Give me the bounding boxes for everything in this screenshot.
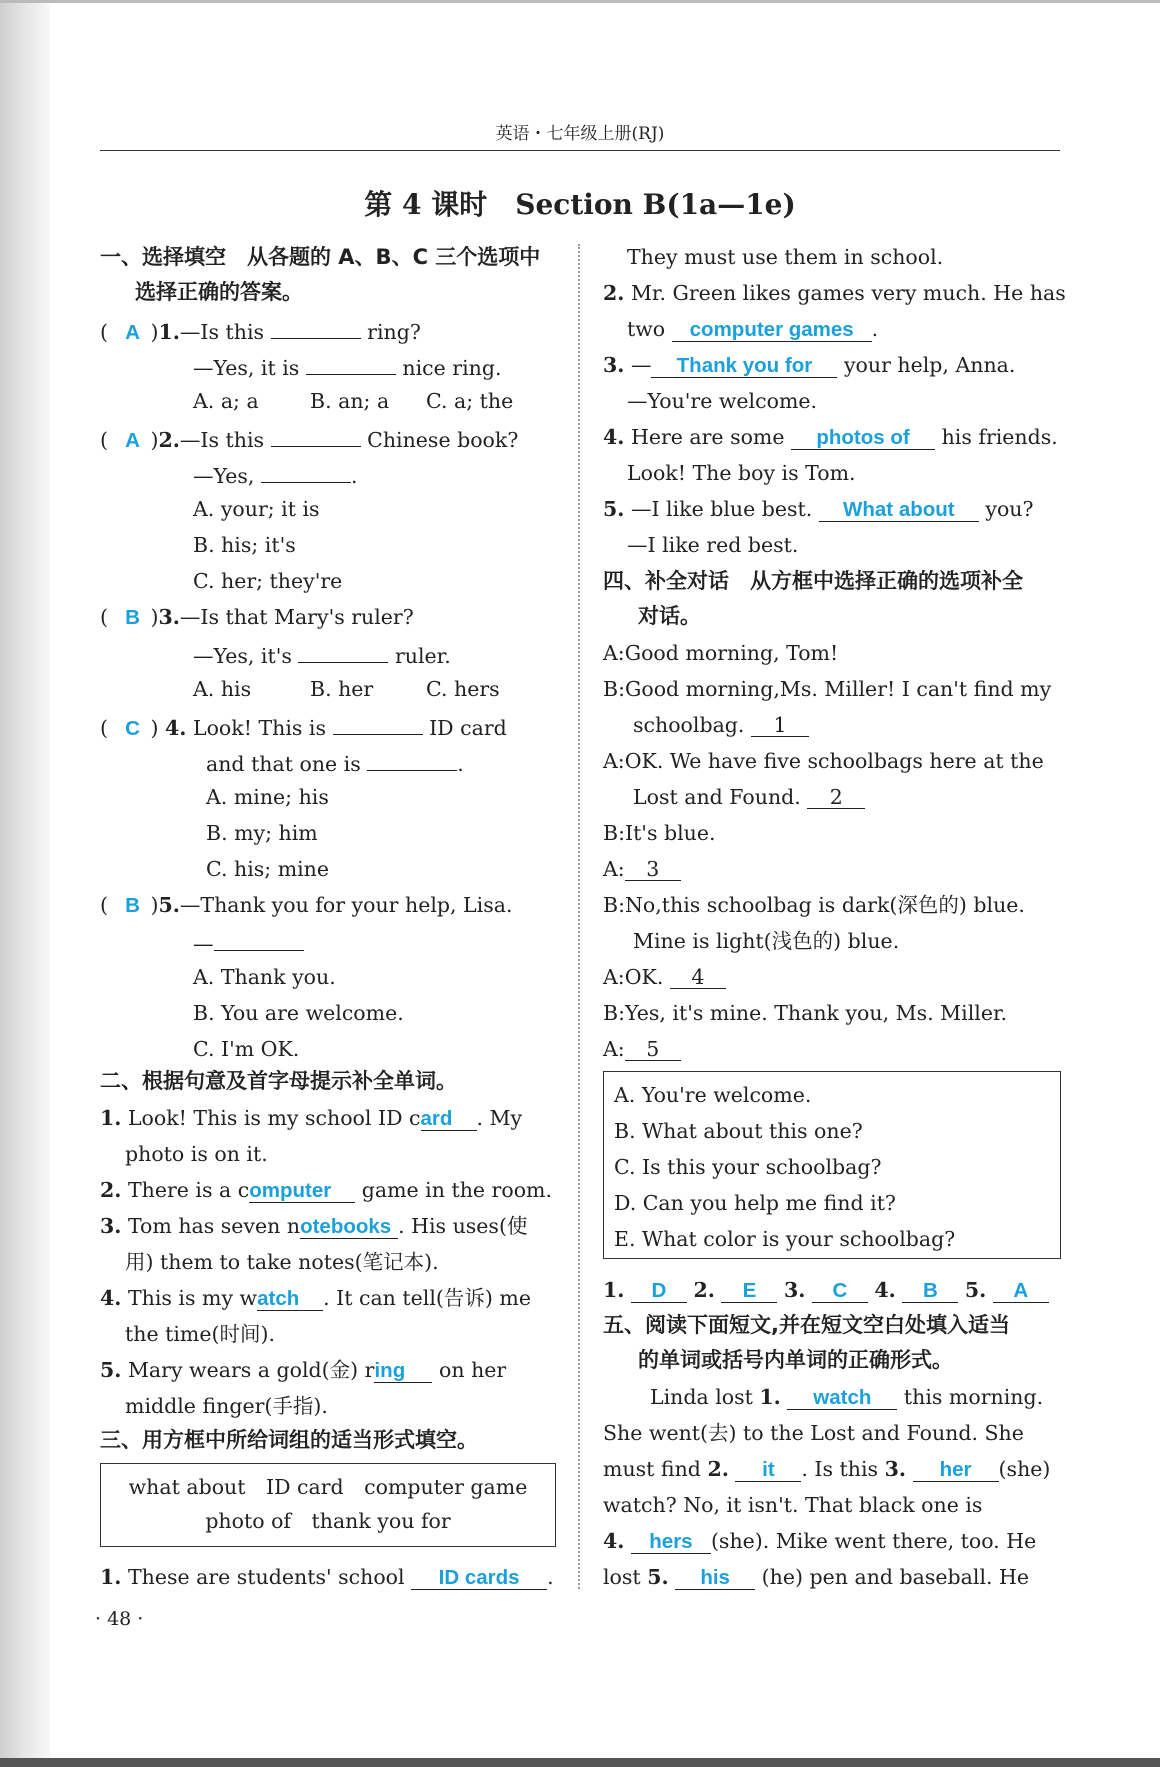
phrase-item-4: 4. Here are some photos of his friends.	[603, 425, 1058, 449]
section4-heading-cont: 对话。	[638, 604, 701, 628]
phrase-answer-3: Thank you for	[651, 355, 837, 378]
word-item-2: 2. There is a computer game in the room.	[100, 1178, 552, 1202]
mc-question-5-option-a: A. Thank you.	[193, 965, 336, 989]
dialog-line: Mine is light(浅色的) blue.	[633, 929, 900, 953]
blank	[367, 748, 457, 771]
dialog-answer-3: C	[812, 1280, 868, 1303]
passage-line-6: lost 5. his (he) pen and baseball. He	[603, 1565, 1030, 1589]
mc-question-4-cont: and that one is .	[206, 748, 464, 777]
option-a: A. You're welcome.	[614, 1083, 812, 1107]
passage-line-2: She went(去) to the Lost and Found. She	[603, 1421, 1024, 1445]
phrase-item-3: 3. — Thank you for your help, Anna.	[603, 353, 1016, 377]
mc-question-5-reply: —	[193, 928, 304, 957]
phrase-box-line-1: what about ID card computer game	[128, 1475, 528, 1499]
phrase-item-2-cont: two computer games .	[627, 317, 879, 341]
mc-question-5-option-b: B. You are welcome.	[193, 1001, 404, 1025]
column-divider	[578, 244, 580, 1589]
word-answer-1: ard	[421, 1108, 477, 1131]
phrase-item-5: 5. —I like blue best. What about you?	[603, 497, 1034, 521]
word-item-5-cont: middle finger(手指).	[125, 1394, 328, 1418]
mc-question-4-option-a: A. mine; his	[206, 785, 329, 809]
blank	[306, 352, 396, 375]
mc-question-5-option-c: C. I'm OK.	[193, 1037, 300, 1061]
section3-heading: 三、用方框中所给词组的适当形式填空。	[100, 1428, 478, 1452]
phrase-item-5-cont: —I like red best.	[627, 533, 799, 557]
mc-question-5: ( B )5.—Thank you for your help, Lisa.	[100, 893, 513, 917]
mc-question-2-option-c: C. her; they're	[193, 569, 343, 593]
page-edge-shadow	[0, 0, 50, 1767]
passage-line-4: watch? No, it isn't. That black one is	[603, 1493, 983, 1517]
phrase-box-line-2: photo of thank you for	[205, 1509, 451, 1533]
word-item-3-cont: 用) them to take notes(笔记本).	[125, 1250, 439, 1274]
section1-heading-cont: 选择正确的答案。	[135, 280, 303, 304]
blank	[214, 928, 304, 951]
dialog-line: Lost and Found. 2	[633, 784, 865, 810]
dialog-blank-1: 1	[751, 714, 809, 737]
phrase-item-2: 2. Mr. Green likes games very much. He has	[603, 281, 1066, 305]
mc-question-1-reply: —Yes, it is nice ring.	[193, 352, 501, 381]
word-item-4-cont: the time(时间).	[125, 1322, 275, 1346]
mc-answer-2: A	[125, 429, 140, 452]
header-rule	[100, 150, 1060, 151]
page-number: · 48 ·	[95, 1608, 144, 1630]
dialog-answer-4: B	[902, 1280, 958, 1303]
mc-question-4-option-c: C. his; mine	[206, 857, 330, 881]
phrase-item-4-cont: Look! The boy is Tom.	[627, 461, 856, 485]
passage-answer-2: it	[735, 1459, 801, 1482]
dialog-blank-2: 2	[807, 786, 865, 809]
phrase-item-1-cont: They must use them in school.	[627, 245, 944, 269]
blank	[261, 460, 351, 483]
passage-line-1: Linda lost 1. watch this morning.	[650, 1385, 1044, 1409]
phrase-answer-1: ID cards	[411, 1567, 547, 1590]
section5-heading-cont: 的单词或括号内单词的正确形式。	[638, 1348, 953, 1372]
passage-line-5: 4. hers (she). Mike went there, too. He	[603, 1529, 1037, 1553]
blank	[298, 640, 388, 663]
phrase-item-1: 1. These are students' school ID cards .	[100, 1565, 554, 1589]
word-answer-4: atch	[257, 1288, 323, 1311]
bottom-border	[0, 1758, 1160, 1767]
blank	[271, 316, 361, 339]
option-c: C. Is this your schoolbag?	[614, 1155, 882, 1179]
running-header: 英语・七年级上册(RJ)	[495, 124, 665, 144]
word-item-1-cont: photo is on it.	[125, 1142, 268, 1166]
option-b: B. What about this one?	[614, 1119, 863, 1143]
dialog-answers: 1. D 2. E 3. C 4. B 5. A	[603, 1277, 1049, 1303]
section5-heading: 五、阅读下面短文,并在短文空白处填入适当	[603, 1313, 1010, 1337]
dialog-line: A:OK. We have five schoolbags here at the	[603, 749, 1044, 773]
dialog-line: schoolbag. 1	[633, 712, 809, 738]
dialog-line: B:It's blue.	[603, 821, 716, 845]
passage-line-3: must find 2. it . Is this 3. her (she)	[603, 1457, 1051, 1481]
mc-question-2-option-a: A. your; it is	[193, 497, 320, 521]
mc-question-3: ( B )3.—Is that Mary's ruler?	[100, 605, 414, 629]
dialog-line: A:OK. 4	[603, 964, 726, 990]
dialog-line: B:Yes, it's mine. Thank you, Ms. Miller.	[603, 1001, 1008, 1025]
phrase-answer-5: What about	[819, 499, 979, 522]
dialog-answer-2: E	[721, 1280, 777, 1303]
section4-heading: 四、补全对话 从方框中选择正确的选项补全	[603, 569, 1023, 593]
dialog-blank-4: 4	[670, 966, 726, 989]
mc-question-2: ( A )2.—Is this Chinese book?	[100, 424, 518, 454]
mc-question-4: ( C ) 4. Look! This is ID card	[100, 712, 507, 742]
dialog-blank-3: 3	[625, 858, 681, 881]
mc-question-3-reply: —Yes, it's ruler.	[193, 640, 451, 669]
word-item-4: 4. This is my watch . It can tell(告诉) me	[100, 1286, 531, 1310]
word-answer-3: otebooks	[300, 1216, 398, 1239]
word-item-1: 1. Look! This is my school ID card . My	[100, 1106, 523, 1130]
dialog-line: A: 3	[603, 856, 681, 882]
phrase-answer-4: photos of	[791, 427, 935, 450]
options-box	[603, 1071, 1061, 1259]
mc-question-2-reply: —Yes, .	[193, 460, 357, 489]
mc-answer-4: C	[125, 717, 140, 740]
phrase-item-3-cont: —You're welcome.	[627, 389, 818, 413]
passage-answer-5: his	[675, 1567, 755, 1590]
dialog-answer-1: D	[631, 1280, 687, 1303]
page-title: 第 4 课时 Section B(1a—1e)	[364, 188, 796, 221]
phrase-box	[100, 1463, 556, 1547]
passage-answer-4: hers	[631, 1531, 711, 1554]
section2-heading: 二、根据句意及首字母提示补全单词。	[100, 1069, 457, 1093]
section1-heading: 一、选择填空 从各题的 A、B、C 三个选项中	[100, 245, 541, 269]
mc-question-1: ( A )1.—Is this ring?	[100, 316, 421, 346]
phrase-answer-2: computer games	[672, 319, 872, 342]
word-answer-2: omputer	[249, 1180, 355, 1203]
mc-question-4-option-b: B. my; him	[206, 821, 318, 845]
mc-question-2-option-b: B. his; it's	[193, 533, 296, 557]
dialog-line: A:Good morning, Tom!	[603, 641, 839, 665]
option-d: D. Can you help me find it?	[614, 1191, 896, 1215]
mc-question-1-options: A. a; a B. an; a C. a; the	[193, 389, 514, 413]
word-item-3: 3. Tom has seven notebooks . His uses(使	[100, 1214, 528, 1238]
blank	[333, 712, 423, 735]
passage-answer-1: watch	[787, 1387, 897, 1410]
dialog-line: B:No,this schoolbag is dark(深色的) blue.	[603, 893, 1025, 917]
mc-answer-1: A	[125, 321, 140, 344]
dialog-answer-5: A	[993, 1280, 1049, 1303]
word-answer-5: ing	[374, 1360, 432, 1383]
dialog-blank-5: 5	[625, 1038, 681, 1061]
mc-answer-3: B	[125, 606, 140, 629]
mc-answer-5: B	[125, 894, 140, 917]
word-item-5: 5. Mary wears a gold(金) ring on her	[100, 1358, 507, 1382]
option-e: E. What color is your schoolbag?	[614, 1227, 956, 1251]
top-border	[0, 0, 1160, 3]
passage-answer-3: her	[913, 1459, 999, 1482]
dialog-line: A: 5	[603, 1036, 681, 1062]
mc-question-3-options: A. his B. her C. hers	[193, 677, 500, 701]
dialog-line: B:Good morning,Ms. Miller! I can't find my	[603, 677, 1052, 701]
blank	[271, 424, 361, 447]
